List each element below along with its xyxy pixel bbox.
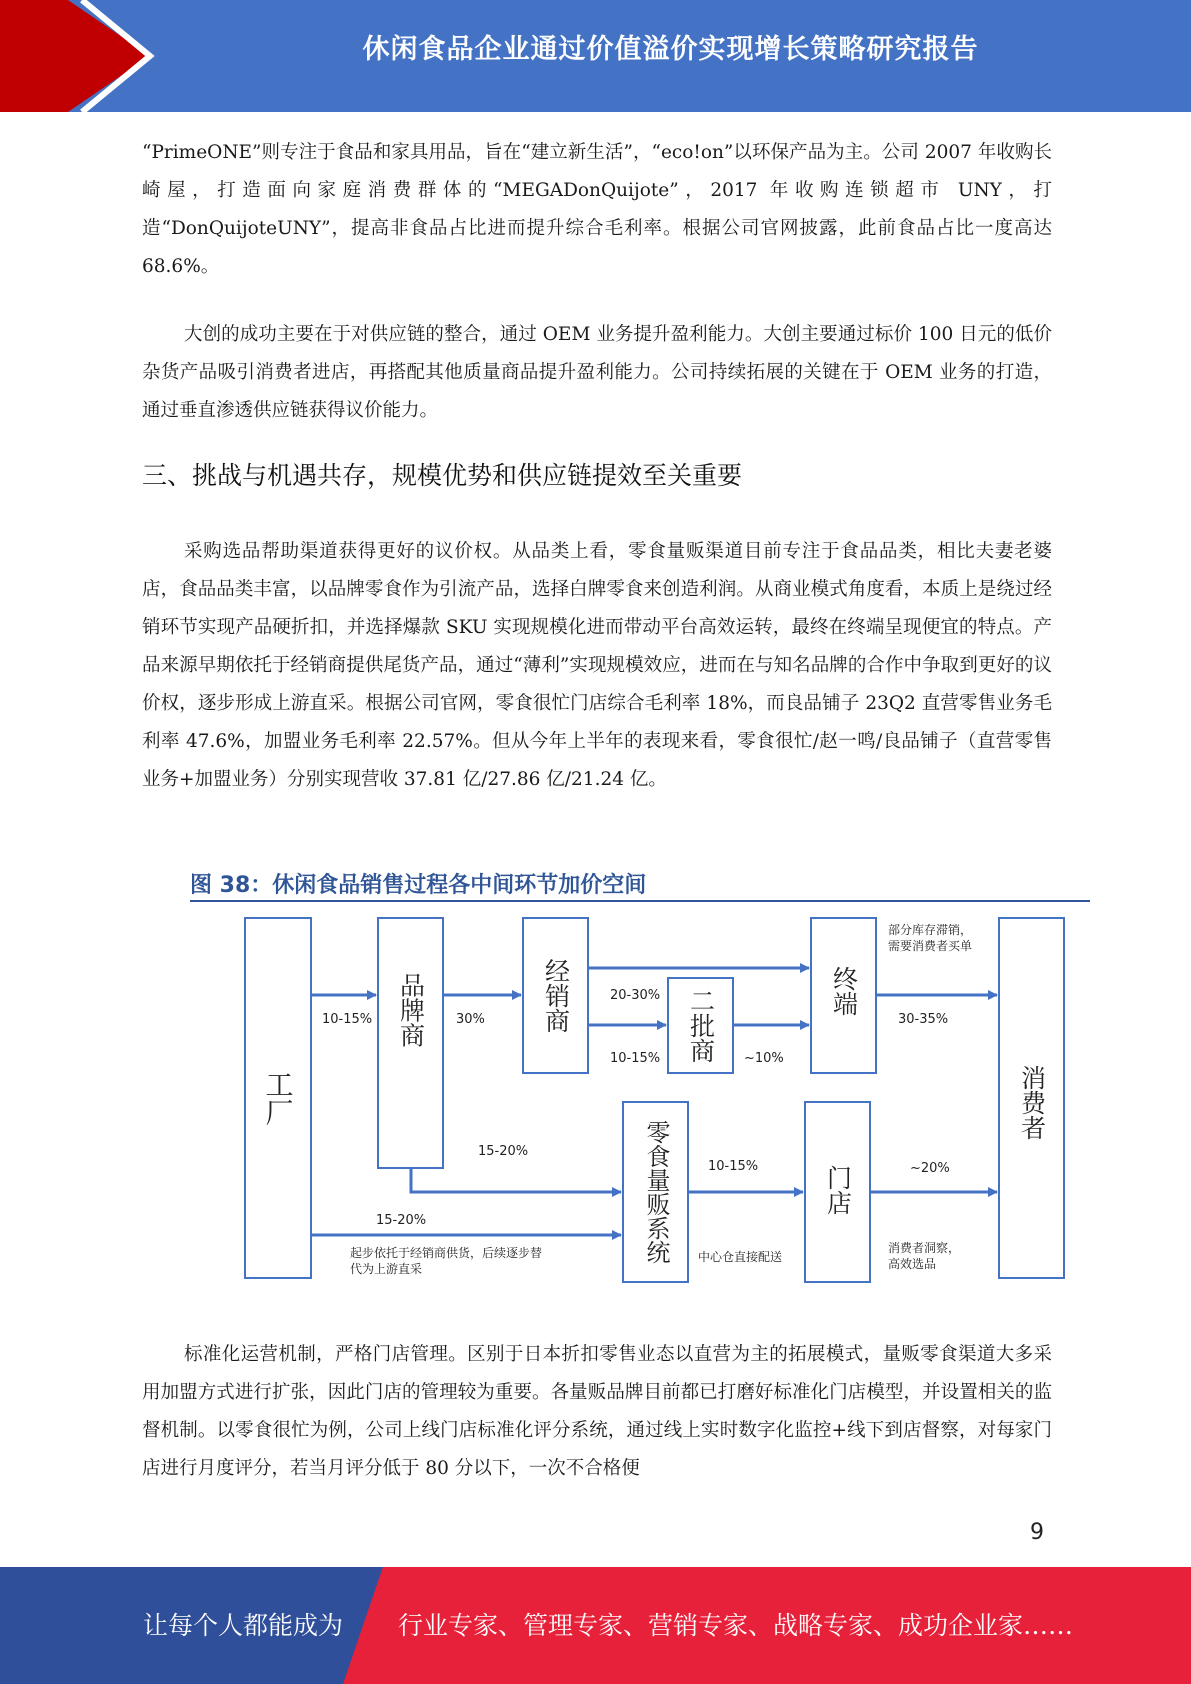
report-title: 休闲食品企业通过价值溢价实现增长策略研究报告 — [362, 34, 979, 65]
consumer-label: 消费者 — [1017, 1065, 1047, 1140]
paragraph-4: 标准化运营机制，严格门店管理。区别于日本折扣零售业态以直营为主的拓展模式，量贩零食渠道大多采用加盟方式进行扩张，因此门店的管理较为重要。各量贩品牌目前都已打磨好标准化门店模型，并设置相关的监督机制。以零食很忙为例，公司上线门店标准化评分系统，通过线上实时数字化监控+线下到店督察，对每家门店进行月度评分，若当月评分低于 80 分以下，一次不合格便 — [142, 1344, 1052, 1479]
snack-system-label: 零食量贩系统 — [642, 1120, 670, 1264]
paragraph-1: “PrimeONE”则专注于食品和家具用品，旨在“建立新生活”，“eco!on”以环保产品为主。公司 2007 年收购长崎屋，打造面向家庭消费群体的“MEGADonQuijote”，2017 年收购连锁超市 UNY，打造“DonQuijoteUNY”，提高非食品占比进而提升综合毛利率。根据公司官网披露，此前食品占比一度高达 68.6%。 — [142, 142, 1052, 277]
section-heading: 三、挑战与机遇共存，规模优势和供应链提效至关重要 — [142, 461, 743, 490]
footer-slogan-right: 行业专家、管理专家、营销专家、战略专家、成功企业家…… — [398, 1611, 1074, 1640]
footer-slogan-left: 让每个人都能成为 — [143, 1611, 344, 1640]
paragraph-2: 大创的成功主要在于对供应链的整合，通过 OEM 业务提升盈利能力。大创主要通过标价 100 日元的低价杂货产品吸引消费者进店，再搭配其他质量商品提升盈利能力。公司持续拓展的关键在于 OEM 业务的打造，通过垂直渗透供应链获得议价能力。 — [142, 324, 1052, 421]
factory-note-line-1: 起步依托于经销商供货，后续逐步替 — [350, 1246, 543, 1260]
label-store-consumer: ~20% — [910, 1161, 950, 1176]
store-label: 门店 — [823, 1165, 853, 1215]
system-note: 中心仓直接配送 — [698, 1250, 783, 1264]
paragraph-3: 采购选品帮助渠道获得更好的议价权。从品类上看，零食量贩渠道目前专注于食品品类，相比夫妻老婆店，食品品类丰富，以品牌零食作为引流产品，选择白牌零食来创造利润。从商业模式角度看，本质上是绕过经销环节实现产品硬折扣，并选择爆款 SKU 实现规模化进而带动平台高效运转，最终在终端呈现便宜的特点。产品来源早期依托于经销商提供尾货产品，通过“薄利”实现规模效应，进而在与知名品牌的合作中争取到更好的议价权，逐步形成上游直采。根据公司官网，零食很忙门店综合毛利率 18%，而良品铺子 23Q2 直营零售业务毛利率 47.6%，加盟业务毛利率 22.57%。但从今年上半年的表现来看，零食很忙/赵一鸣/良品铺子（直营零售业务+加盟业务）分别实现营收 37.81 亿/27.86 亿/21.24 亿。 — [142, 541, 1052, 790]
label-brand-distributor: 30% — [456, 1012, 485, 1027]
wholesaler-label: 二批商 — [686, 988, 716, 1063]
figure-title: 图 38：休闲食品销售过程各中间环节加价空间 — [190, 873, 647, 898]
label-distributor-wholesaler-2: 10-15% — [610, 1051, 661, 1066]
brand-label: 品牌商 — [396, 972, 426, 1048]
label-distributor-wholesaler: 20-30% — [610, 988, 661, 1003]
terminal-note-line-2: 需要消费者买单 — [888, 939, 973, 953]
label-brand-system: 15-20% — [478, 1144, 529, 1159]
arrow-brand-system — [411, 1168, 621, 1192]
factory-note-line-2: 代为上游直采 — [350, 1262, 423, 1276]
page-number: 9 — [1030, 1520, 1044, 1545]
terminal-note-line-1: 部分库存滞销， — [888, 923, 973, 937]
factory-label: 工厂 — [261, 1070, 295, 1126]
terminal-label: 终端 — [829, 966, 859, 1016]
store-note-line-1: 消费者洞察， — [888, 1241, 961, 1255]
label-factory-brand: 10-15% — [322, 1012, 373, 1027]
label-system-store: 10-15% — [708, 1159, 759, 1174]
label-wholesaler-terminal: ~10% — [744, 1051, 784, 1066]
page-footer — [0, 1567, 1191, 1684]
label-factory-system: 15-20% — [376, 1213, 427, 1228]
store-note-line-2: 高效选品 — [888, 1257, 937, 1271]
distributor-label: 经销商 — [541, 958, 571, 1033]
label-terminal-consumer: 30-35% — [898, 1012, 949, 1027]
